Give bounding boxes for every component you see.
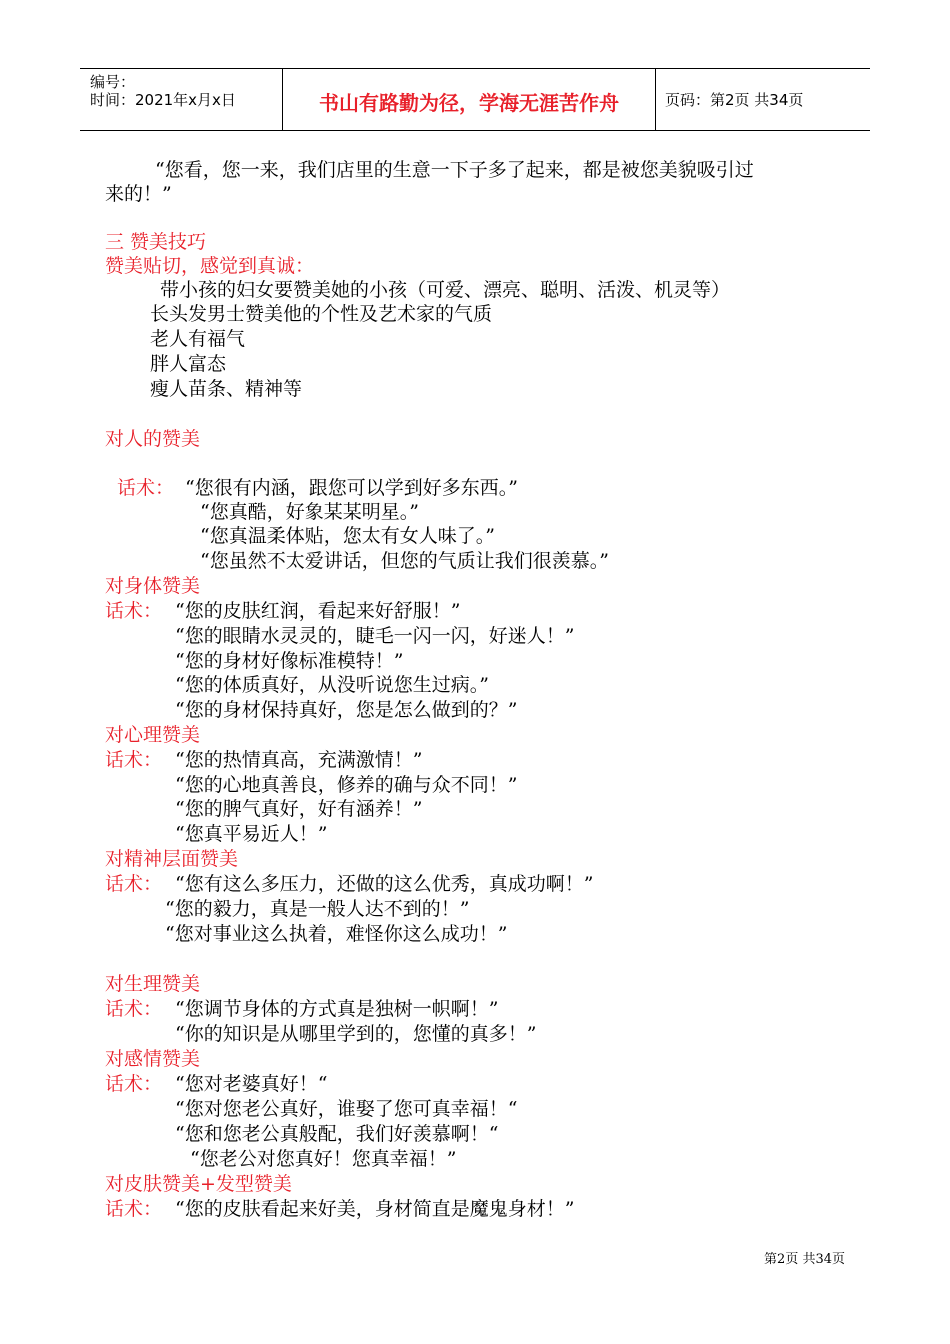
heading-person: 对人的赞美 (105, 428, 201, 450)
huashu-label: 话术： (105, 873, 163, 895)
quote-line: “您的身材保持真好，您是怎么做到的？” (175, 699, 518, 721)
intro-line: 来的！” (105, 183, 172, 205)
tip-line: 胖人富态 (150, 353, 227, 375)
tip-line: 长头发男士赞美他的个性及艺术家的气质 (150, 303, 493, 325)
page-footer: 第2页 共34页 (764, 1252, 845, 1267)
heading-emotion: 对感情赞美 (105, 1048, 201, 1070)
intro-line: “您看，您一来，我们店里的生意一下子多了起来，都是被您美貌吸引过 (155, 159, 754, 181)
quote-line: “您虽然不太爱讲话，但您的气质让我们很羡慕。” (200, 550, 609, 572)
quote-line: “您的身材好像标准模特！” (175, 650, 404, 672)
quote-line: “您对老婆真好！“ (175, 1073, 328, 1095)
quote-line: “您真酷，好象某某明星。” (200, 501, 419, 523)
quote-line: “您老公对您真好！您真幸福！” (190, 1148, 457, 1170)
heading-body: 对身体赞美 (105, 575, 201, 597)
quote-line: “你的知识是从哪里学到的，您懂的真多！” (175, 1023, 537, 1045)
tip-line: 老人有福气 (150, 328, 246, 350)
tip-line: 瘦人苗条、精神等 (150, 378, 303, 400)
quote-line: “您和您老公真般配，我们好羡慕啊！“ (175, 1123, 499, 1145)
quote-line: “您对您老公真好，谁娶了您可真幸福！“ (175, 1098, 518, 1120)
quote-line: “您调节身体的方式真是独树一帜啊！” (175, 998, 499, 1020)
heading-skin: 对皮肤赞美+发型赞美 (105, 1173, 292, 1195)
huashu-label: 话术： (105, 749, 163, 771)
quote-line: “您的体质真好，从没听说您生过病。” (175, 674, 489, 696)
motto: 书山有路勤为径，学海无涯苦作舟 (319, 91, 619, 115)
huashu-label: 话术： (117, 477, 175, 499)
huashu-label: 话术： (105, 600, 163, 622)
quote-line: “您的脾气真好，好有涵养！” (175, 798, 423, 820)
quote-line: “您真温柔体贴，您太有女人味了。” (200, 525, 495, 547)
quote-line: “您有这么多压力，还做的这么优秀，真成功啊！” (175, 873, 594, 895)
header-motto-cell (282, 69, 656, 130)
quote-line: “您对事业这么执着，难怪你这么成功！” (165, 923, 508, 945)
quote-line: “您的热情真高，充满激情！” (175, 749, 423, 771)
quote-line: “您的皮肤红润，看起来好舒服！” (175, 600, 461, 622)
section-title: 三 赞美技巧 (105, 231, 207, 253)
serial-label: 编号： (90, 73, 136, 91)
quote-line: “您的皮肤看起来好美，身材简直是魔鬼身材！” (175, 1198, 575, 1220)
huashu-label: 话术： (105, 998, 163, 1020)
header-meta (80, 69, 282, 130)
heading-physio: 对生理赞美 (105, 973, 201, 995)
huashu-label: 话术： (105, 1198, 163, 1220)
page-header (80, 68, 870, 131)
sub-title: 赞美贴切，感觉到真诚： (105, 255, 315, 277)
quote-line: “您的眼睛水灵灵的，睫毛一闪一闪，好迷人！” (175, 625, 575, 647)
huashu-label: 话术： (105, 1073, 163, 1095)
quote-line: “您很有内涵，跟您可以学到好多东西。” (185, 477, 518, 499)
page-number-label: 页码：第2页 共34页 (665, 91, 804, 109)
quote-line: “您的心地真善良，修养的确与众不同！” (175, 774, 518, 796)
heading-spirit: 对精神层面赞美 (105, 848, 239, 870)
tip-line: 带小孩的妇女要赞美她的小孩（可爱、漂亮、聪明、活泼、机灵等） (160, 279, 731, 301)
heading-mind: 对心理赞美 (105, 724, 201, 746)
quote-line: “您的毅力，真是一般人达不到的！” (165, 898, 470, 920)
quote-line: “您真平易近人！” (175, 823, 328, 845)
time-label: 时间：2021年x月x日 (90, 91, 236, 109)
